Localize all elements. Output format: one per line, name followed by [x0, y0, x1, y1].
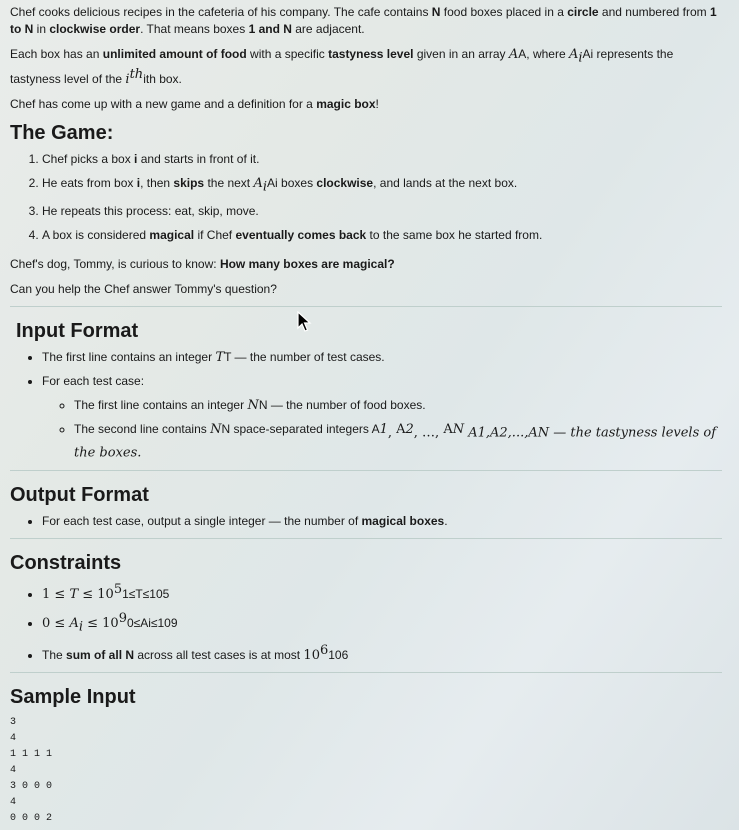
math-var: i: [125, 72, 130, 88]
text-bold: unlimited amount of food: [102, 47, 247, 61]
text-bold: 1 and N: [248, 22, 292, 36]
text: Ai represents the tastyness level of the: [10, 47, 674, 87]
math: 0 ≤: [42, 615, 70, 631]
math-var: N: [210, 421, 222, 437]
text: food boxes placed in a: [440, 5, 568, 19]
input-format-section: [10, 319, 722, 343]
input-sub-1: [74, 397, 722, 414]
math-var: A: [508, 47, 519, 62]
math-sup: 9: [118, 610, 127, 626]
intro-paragraph-1: [10, 4, 722, 38]
text: , and lands at the next box.: [373, 176, 518, 191]
text: For each test case:: [42, 373, 145, 388]
math-sub: A1,A2,...,AN — the tastyness levels of the boxes.: [74, 425, 717, 461]
input-sub-2: [74, 421, 722, 462]
sample-input-heading: Sample Input: [10, 685, 136, 708]
text: and numbered from: [598, 5, 710, 19]
text: Chef has come up with a new game and a definition for a: [10, 97, 317, 112]
input-line-1: [42, 349, 722, 366]
text: N space-separated integers: [221, 421, 372, 436]
divider: [10, 306, 722, 307]
text: if Chef: [194, 227, 236, 242]
text-bold: clockwise: [316, 176, 374, 191]
text: He eats from box: [42, 176, 137, 191]
text-bold: 1 to N: [10, 5, 717, 36]
input-sublist: [42, 397, 722, 462]
text: A, where: [518, 47, 569, 61]
text: , then: [140, 176, 174, 191]
divider: [10, 470, 722, 471]
problem-statement: [10, 4, 722, 827]
text: are adjacent.: [291, 22, 365, 36]
text: !: [375, 97, 379, 112]
sample-input-code: 3 4 1 1 1 1 4 3 0 0 0 4 0 0 0 2: [10, 716, 53, 824]
text: The: [42, 647, 67, 662]
text: . That means boxes: [140, 22, 249, 36]
math-sub: ,: [387, 425, 397, 441]
text: The second line contains: [74, 421, 211, 436]
game-step-4: [42, 227, 722, 244]
constraints-heading: Constraints: [10, 551, 122, 574]
text: A: [371, 421, 380, 436]
math-sub: i: [578, 50, 583, 66]
game-step-2: [42, 175, 722, 195]
output-line-1: [42, 513, 722, 530]
game-heading: The Game:: [10, 122, 114, 145]
math-sep: A: [396, 421, 406, 437]
text: to the same box he started from.: [366, 227, 543, 242]
math-var: 2: [405, 421, 414, 437]
math-sup: 6: [319, 642, 329, 658]
math-var: A: [69, 615, 79, 631]
text: 106: [328, 647, 349, 662]
help-question: Can you help the Chef answer Tommy's question?: [10, 281, 277, 296]
text-bold: sum of all N: [66, 647, 135, 662]
text-bold: How many boxes are magical?: [219, 256, 395, 271]
constraints-list: [10, 581, 722, 664]
math-sub: i: [78, 618, 83, 634]
math: ≤ 10: [78, 586, 114, 602]
input-line-2: [42, 373, 722, 462]
game-step-1: [42, 151, 722, 168]
math-sub: i: [262, 179, 268, 195]
game-steps: [10, 151, 722, 243]
text: ith box.: [143, 72, 182, 87]
text: the next: [204, 176, 254, 191]
text-bold: tastyness level: [328, 47, 414, 61]
math-var: 1: [379, 421, 388, 437]
text: Ai boxes: [267, 176, 317, 191]
math-sub: , …,: [413, 425, 444, 441]
text-bold: clockwise order: [49, 22, 141, 36]
math-var: T: [215, 349, 225, 365]
math-sup: th: [129, 67, 144, 83]
divider: [10, 538, 722, 539]
math-var: N: [452, 421, 465, 437]
text: T — the number of test cases.: [224, 349, 385, 364]
math: ≤ 10: [83, 615, 119, 631]
math-var: N: [247, 397, 259, 413]
math: 1 ≤: [42, 586, 70, 602]
intro-paragraph-2: [10, 46, 722, 88]
text: Each box has an: [10, 47, 103, 61]
text-bold: i: [134, 152, 138, 167]
constraint-1: [42, 581, 722, 603]
mouse-cursor-icon: [297, 311, 313, 333]
text: with a specific: [246, 47, 329, 61]
text: .: [444, 513, 448, 528]
text: in: [33, 22, 50, 36]
math-var: T: [69, 586, 79, 602]
divider: [10, 672, 722, 673]
text: 1≤T≤105: [122, 586, 170, 601]
output-format-list: [10, 513, 722, 530]
text-bold: N: [431, 5, 441, 19]
math: 10: [303, 647, 320, 663]
constraint-3: [42, 642, 722, 664]
math-var: A: [253, 176, 263, 192]
text: N — the number of food boxes.: [258, 397, 426, 412]
text-bold: magical: [149, 227, 195, 242]
text: For each test case, output a single integer — the number of: [42, 513, 362, 528]
text: The first line contains an integer: [42, 349, 216, 364]
text-bold: magical boxes: [361, 513, 445, 528]
tommy-question: [10, 256, 722, 273]
input-format-list: [10, 349, 722, 462]
text-bold: i: [136, 176, 141, 191]
text-bold: eventually comes back: [235, 227, 367, 242]
text: across all test cases is at most: [134, 647, 304, 662]
input-format-heading: Input Format: [16, 319, 139, 342]
constraint-2: [42, 610, 722, 635]
intro-paragraph-3: [10, 96, 722, 113]
text-bold: skips: [173, 176, 205, 191]
math-sep: A: [443, 421, 453, 437]
text-bold: magic box: [316, 97, 376, 112]
math-var: A: [568, 47, 579, 62]
text: Chef cooks delicious recipes in the cafeteria of his company. The cafe contains: [10, 5, 432, 19]
text: Chef picks a box: [42, 152, 135, 167]
text: A box is considered: [42, 227, 150, 242]
output-format-heading: Output Format: [10, 483, 149, 506]
text: 0≤Ai≤109: [126, 615, 178, 630]
text: The first line contains an integer: [74, 397, 248, 412]
text: given in an array: [413, 47, 509, 61]
game-step-3: 3. He repeats this process: eat, skip, move.: [42, 203, 722, 220]
text-bold: circle: [567, 5, 599, 19]
text: and starts in front of it.: [137, 152, 260, 167]
math-sup: 5: [113, 581, 123, 597]
text: Chef's dog, Tommy, is curious to know:: [10, 256, 220, 271]
